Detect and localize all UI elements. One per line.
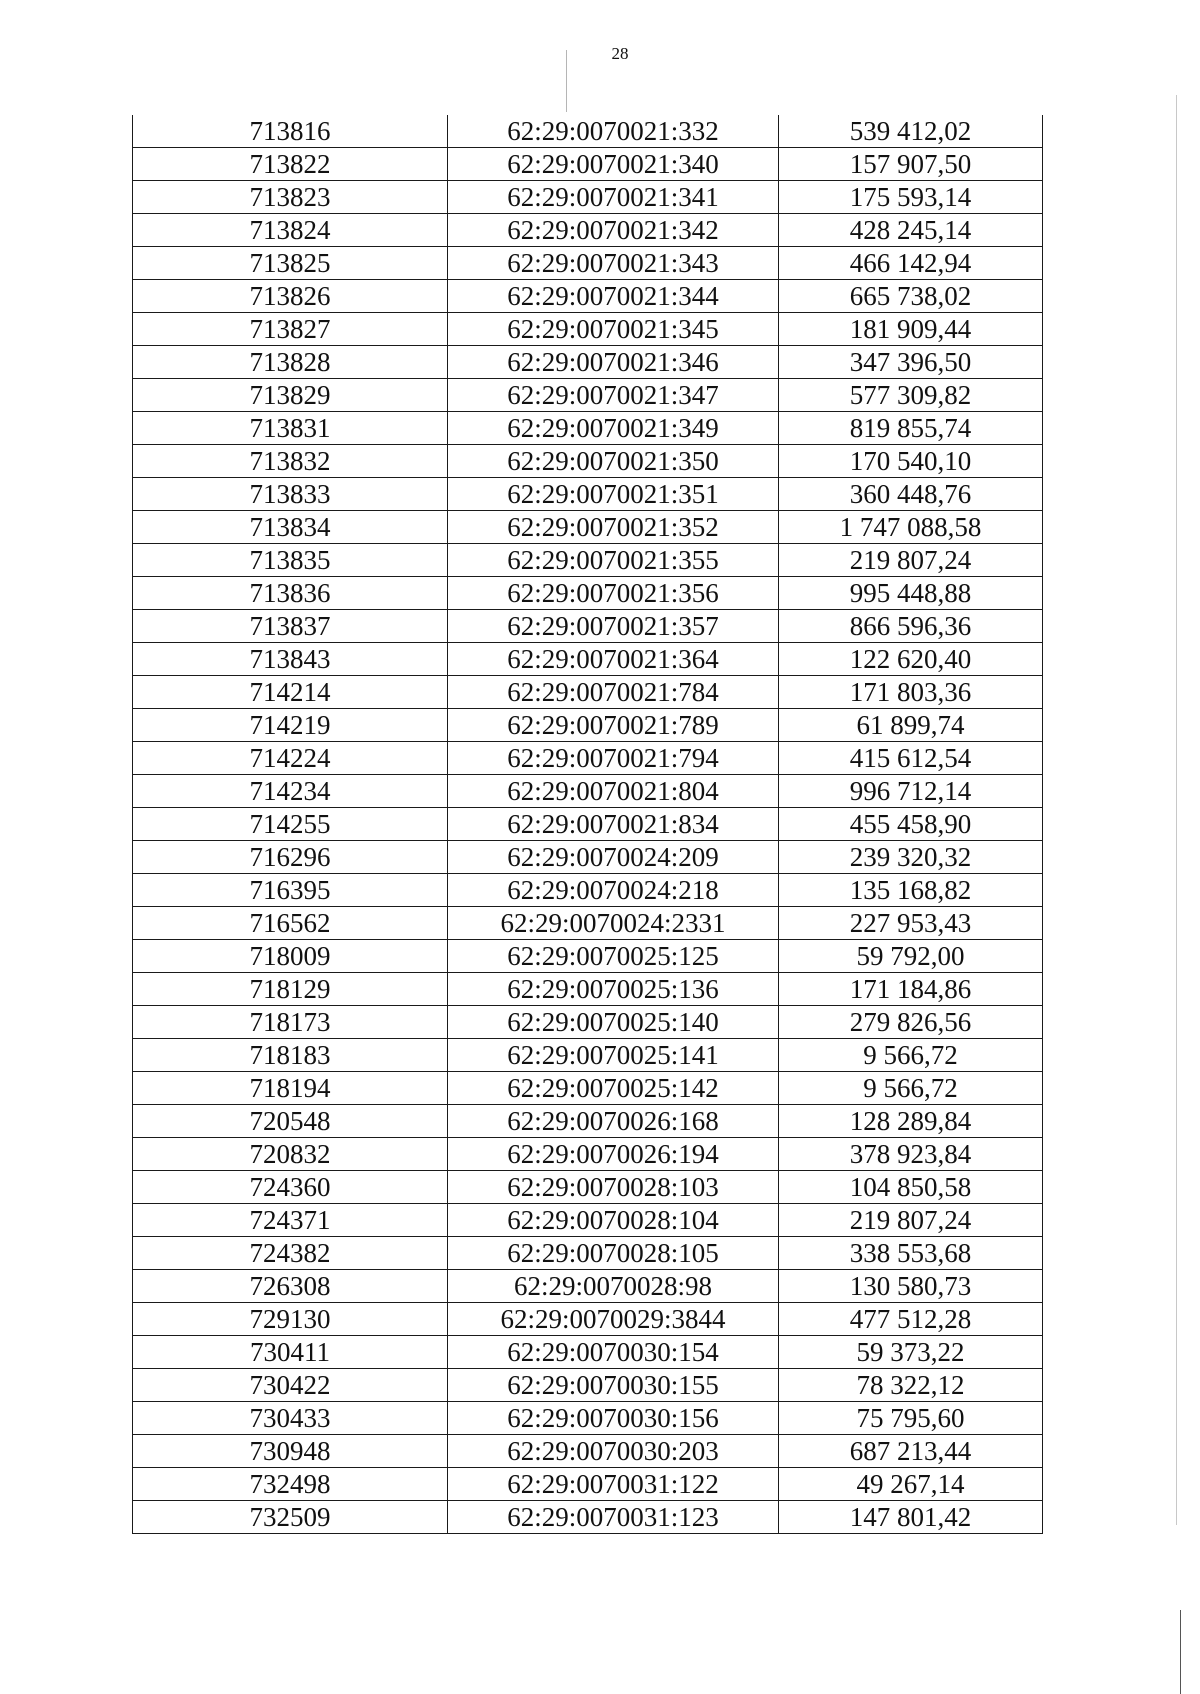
table-row	[133, 1072, 1043, 1105]
cadastral-number-cell: 62:29:0070025:142	[448, 1072, 779, 1105]
value-cell: 466 142,94	[779, 247, 1043, 280]
table-row	[133, 214, 1043, 247]
object-id-cell: 724382	[133, 1237, 448, 1270]
value-cell: 378 923,84	[779, 1138, 1043, 1171]
table-row	[133, 1270, 1043, 1303]
object-id-cell: 716395	[133, 874, 448, 907]
value-cell: 995 448,88	[779, 577, 1043, 610]
cadastral-number-cell: 62:29:0070021:804	[448, 775, 779, 808]
table-row	[133, 412, 1043, 445]
cadastral-number-cell: 62:29:0070021:789	[448, 709, 779, 742]
value-cell: 577 309,82	[779, 379, 1043, 412]
value-cell: 866 596,36	[779, 610, 1043, 643]
value-cell: 227 953,43	[779, 907, 1043, 940]
value-cell: 455 458,90	[779, 808, 1043, 841]
cadastral-number-cell: 62:29:0070021:355	[448, 544, 779, 577]
table-row	[133, 1369, 1043, 1402]
value-cell: 338 553,68	[779, 1237, 1043, 1270]
value-cell: 171 803,36	[779, 676, 1043, 709]
object-id-cell: 713816	[133, 115, 448, 148]
object-id-cell: 713833	[133, 478, 448, 511]
table-row	[133, 1006, 1043, 1039]
object-id-cell: 730948	[133, 1435, 448, 1468]
cadastral-number-cell: 62:29:0070021:342	[448, 214, 779, 247]
object-id-cell: 718183	[133, 1039, 448, 1072]
value-cell: 9 566,72	[779, 1072, 1043, 1105]
object-id-cell: 714214	[133, 676, 448, 709]
cadastral-number-cell: 62:29:0070030:155	[448, 1369, 779, 1402]
value-cell: 104 850,58	[779, 1171, 1043, 1204]
value-cell: 61 899,74	[779, 709, 1043, 742]
scan-artifact-line	[566, 50, 567, 112]
table-row	[133, 742, 1043, 775]
object-id-cell: 713826	[133, 280, 448, 313]
value-cell: 347 396,50	[779, 346, 1043, 379]
page-number: 28	[611, 44, 629, 63]
object-id-cell: 713832	[133, 445, 448, 478]
value-cell: 130 580,73	[779, 1270, 1043, 1303]
cadastral-number-cell: 62:29:0070021:346	[448, 346, 779, 379]
cadastral-number-cell: 62:29:0070021:357	[448, 610, 779, 643]
cadastral-number-cell: 62:29:0070026:194	[448, 1138, 779, 1171]
object-id-cell: 718194	[133, 1072, 448, 1105]
cadastral-number-cell: 62:29:0070030:156	[448, 1402, 779, 1435]
cadastral-table-container	[132, 115, 1042, 1534]
value-cell: 49 267,14	[779, 1468, 1043, 1501]
table-row	[133, 379, 1043, 412]
cadastral-number-cell: 62:29:0070030:154	[448, 1336, 779, 1369]
cadastral-number-cell: 62:29:0070031:123	[448, 1501, 779, 1534]
object-id-cell: 720832	[133, 1138, 448, 1171]
cadastral-number-cell: 62:29:0070021:352	[448, 511, 779, 544]
value-cell: 59 792,00	[779, 940, 1043, 973]
cadastral-number-cell: 62:29:0070026:168	[448, 1105, 779, 1138]
table-row	[133, 115, 1043, 148]
value-cell: 75 795,60	[779, 1402, 1043, 1435]
object-id-cell: 713822	[133, 148, 448, 181]
cadastral-number-cell: 62:29:0070030:203	[448, 1435, 779, 1468]
value-cell: 687 213,44	[779, 1435, 1043, 1468]
object-id-cell: 714224	[133, 742, 448, 775]
table-row	[133, 313, 1043, 346]
cadastral-number-cell: 62:29:0070021:834	[448, 808, 779, 841]
object-id-cell: 713843	[133, 643, 448, 676]
object-id-cell: 713836	[133, 577, 448, 610]
table-row	[133, 610, 1043, 643]
table-row	[133, 280, 1043, 313]
cadastral-number-cell: 62:29:0070024:2331	[448, 907, 779, 940]
object-id-cell: 713828	[133, 346, 448, 379]
cadastral-number-cell: 62:29:0070021:341	[448, 181, 779, 214]
object-id-cell: 713834	[133, 511, 448, 544]
value-cell: 59 373,22	[779, 1336, 1043, 1369]
table-row	[133, 1402, 1043, 1435]
object-id-cell: 718129	[133, 973, 448, 1006]
table-row	[133, 709, 1043, 742]
scan-artifact-line	[1176, 95, 1177, 1525]
object-id-cell: 718009	[133, 940, 448, 973]
cadastral-number-cell: 62:29:0070021:356	[448, 577, 779, 610]
scan-artifact-line	[1180, 1610, 1181, 1694]
value-cell: 819 855,74	[779, 412, 1043, 445]
table-row	[133, 643, 1043, 676]
value-cell: 9 566,72	[779, 1039, 1043, 1072]
object-id-cell: 729130	[133, 1303, 448, 1336]
cadastral-number-cell: 62:29:0070021:343	[448, 247, 779, 280]
table-row	[133, 676, 1043, 709]
table-row	[133, 544, 1043, 577]
object-id-cell: 713837	[133, 610, 448, 643]
object-id-cell: 718173	[133, 1006, 448, 1039]
cadastral-number-cell: 62:29:0070021:332	[448, 115, 779, 148]
value-cell: 157 907,50	[779, 148, 1043, 181]
value-cell: 128 289,84	[779, 1105, 1043, 1138]
object-id-cell: 724360	[133, 1171, 448, 1204]
cadastral-number-cell: 62:29:0070031:122	[448, 1468, 779, 1501]
table-row	[133, 874, 1043, 907]
table-row	[133, 1303, 1043, 1336]
table-row	[133, 1501, 1043, 1534]
table-row	[133, 808, 1043, 841]
object-id-cell: 714234	[133, 775, 448, 808]
object-id-cell: 724371	[133, 1204, 448, 1237]
table-row	[133, 940, 1043, 973]
value-cell: 996 712,14	[779, 775, 1043, 808]
cadastral-number-cell: 62:29:0070021:347	[448, 379, 779, 412]
cadastral-number-cell: 62:29:0070021:784	[448, 676, 779, 709]
object-id-cell: 713829	[133, 379, 448, 412]
cadastral-number-cell: 62:29:0070029:3844	[448, 1303, 779, 1336]
object-id-cell: 714255	[133, 808, 448, 841]
table-row	[133, 1336, 1043, 1369]
value-cell: 477 512,28	[779, 1303, 1043, 1336]
table-row	[133, 1468, 1043, 1501]
object-id-cell: 730433	[133, 1402, 448, 1435]
cadastral-number-cell: 62:29:0070021:364	[448, 643, 779, 676]
value-cell: 1 747 088,58	[779, 511, 1043, 544]
cadastral-number-cell: 62:29:0070021:350	[448, 445, 779, 478]
table-row	[133, 445, 1043, 478]
value-cell: 360 448,76	[779, 478, 1043, 511]
object-id-cell: 713835	[133, 544, 448, 577]
table-row	[133, 1204, 1043, 1237]
value-cell: 171 184,86	[779, 973, 1043, 1006]
value-cell: 239 320,32	[779, 841, 1043, 874]
table-row	[133, 181, 1043, 214]
cadastral-number-cell: 62:29:0070028:103	[448, 1171, 779, 1204]
table-row	[133, 1039, 1043, 1072]
object-id-cell: 716296	[133, 841, 448, 874]
value-cell: 428 245,14	[779, 214, 1043, 247]
object-id-cell: 720548	[133, 1105, 448, 1138]
value-cell: 279 826,56	[779, 1006, 1043, 1039]
value-cell: 147 801,42	[779, 1501, 1043, 1534]
value-cell: 415 612,54	[779, 742, 1043, 775]
object-id-cell: 726308	[133, 1270, 448, 1303]
table-row	[133, 841, 1043, 874]
value-cell: 219 807,24	[779, 1204, 1043, 1237]
table-row	[133, 1138, 1043, 1171]
table-row	[133, 478, 1043, 511]
table-row	[133, 511, 1043, 544]
table-row	[133, 1237, 1043, 1270]
cadastral-number-cell: 62:29:0070021:345	[448, 313, 779, 346]
cadastral-number-cell: 62:29:0070021:344	[448, 280, 779, 313]
value-cell: 175 593,14	[779, 181, 1043, 214]
object-id-cell: 732498	[133, 1468, 448, 1501]
object-id-cell: 713827	[133, 313, 448, 346]
cadastral-number-cell: 62:29:0070024:209	[448, 841, 779, 874]
value-cell: 539 412,02	[779, 115, 1043, 148]
object-id-cell: 716562	[133, 907, 448, 940]
table-row	[133, 148, 1043, 181]
object-id-cell: 730411	[133, 1336, 448, 1369]
cadastral-number-cell: 62:29:0070028:105	[448, 1237, 779, 1270]
cadastral-number-cell: 62:29:0070025:125	[448, 940, 779, 973]
table-row	[133, 1171, 1043, 1204]
table-row	[133, 346, 1043, 379]
cadastral-table	[132, 115, 1043, 1534]
cadastral-number-cell: 62:29:0070024:218	[448, 874, 779, 907]
table-row	[133, 775, 1043, 808]
table-row	[133, 1435, 1043, 1468]
object-id-cell: 713824	[133, 214, 448, 247]
value-cell: 219 807,24	[779, 544, 1043, 577]
cadastral-number-cell: 62:29:0070025:141	[448, 1039, 779, 1072]
object-id-cell: 713823	[133, 181, 448, 214]
cadastral-number-cell: 62:29:0070028:98	[448, 1270, 779, 1303]
value-cell: 78 322,12	[779, 1369, 1043, 1402]
value-cell: 170 540,10	[779, 445, 1043, 478]
value-cell: 122 620,40	[779, 643, 1043, 676]
cadastral-number-cell: 62:29:0070021:349	[448, 412, 779, 445]
value-cell: 665 738,02	[779, 280, 1043, 313]
table-row	[133, 1105, 1043, 1138]
value-cell: 135 168,82	[779, 874, 1043, 907]
cadastral-number-cell: 62:29:0070028:104	[448, 1204, 779, 1237]
table-body	[133, 115, 1043, 1534]
cadastral-number-cell: 62:29:0070025:140	[448, 1006, 779, 1039]
cadastral-number-cell: 62:29:0070021:794	[448, 742, 779, 775]
cadastral-number-cell: 62:29:0070021:351	[448, 478, 779, 511]
object-id-cell: 714219	[133, 709, 448, 742]
object-id-cell: 713825	[133, 247, 448, 280]
table-row	[133, 577, 1043, 610]
cadastral-number-cell: 62:29:0070021:340	[448, 148, 779, 181]
object-id-cell: 732509	[133, 1501, 448, 1534]
cadastral-number-cell: 62:29:0070025:136	[448, 973, 779, 1006]
value-cell: 181 909,44	[779, 313, 1043, 346]
object-id-cell: 730422	[133, 1369, 448, 1402]
table-row	[133, 973, 1043, 1006]
table-row	[133, 907, 1043, 940]
table-row	[133, 247, 1043, 280]
object-id-cell: 713831	[133, 412, 448, 445]
